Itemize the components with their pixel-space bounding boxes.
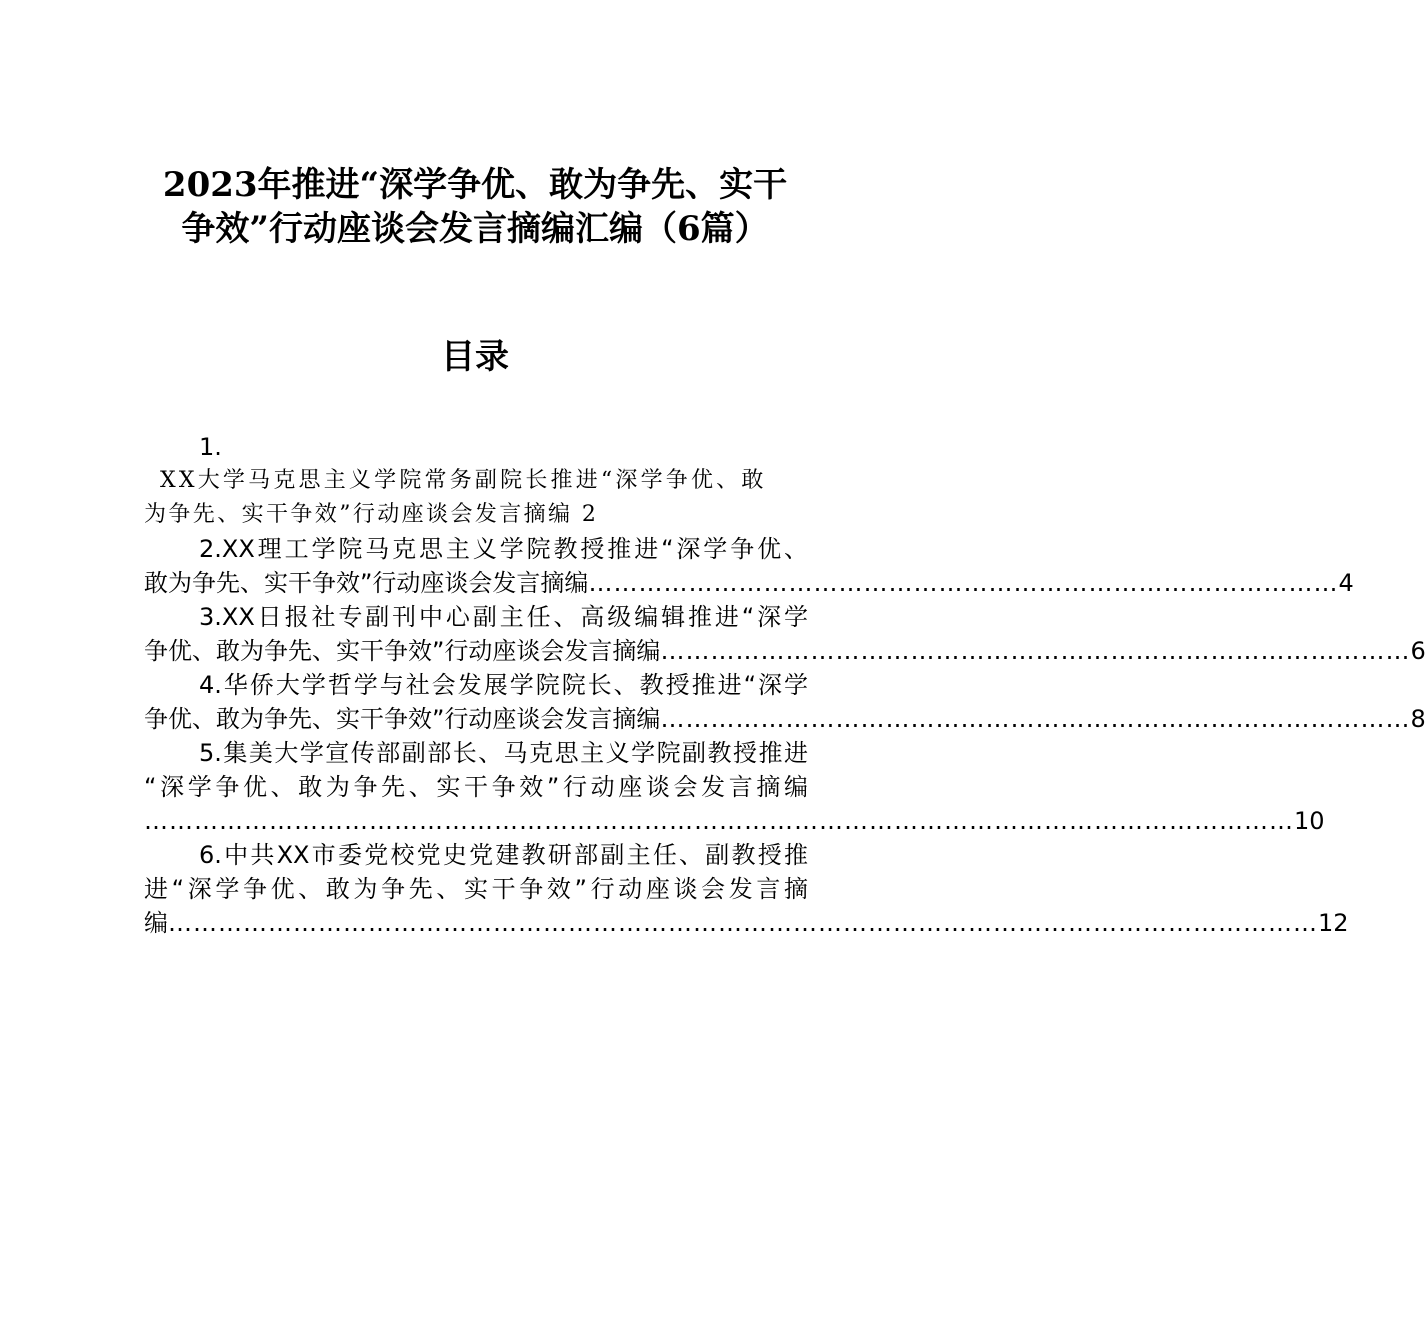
dot-leader: ………………………………………………………………………………………………………………………… <box>168 909 1318 937</box>
toc-entry-text-line: 为争先、实干争效”行动座谈会发言摘编 2 <box>144 502 599 527</box>
dot-leader: ………………………………………………………………………………………………………………………… <box>144 807 1294 835</box>
toc-entry-6[interactable] <box>144 838 1349 940</box>
toc-entry-page-number: 8 <box>1410 705 1426 733</box>
toc-entry-number: 1. <box>199 433 222 461</box>
toc-entry-text-line: 进“深学争优、敢为争先、实干争效”行动座谈会发言摘 <box>144 875 808 903</box>
document-title-line-1: 2023年推进“深学争优、敢为争先、实干 <box>162 165 788 205</box>
toc-entry-5[interactable] <box>144 736 1325 838</box>
toc-entry-page-number: 4 <box>1338 569 1354 597</box>
toc-entry-text-line: 编 <box>144 909 168 937</box>
toc-entry-leader-line <box>144 702 1426 736</box>
toc-entry-text-line: 争优、敢为争先、实干争效”行动座谈会发言摘编 <box>144 705 661 733</box>
document-title-line-2: 争效”行动座谈会发言摘编汇编（6篇） <box>181 209 769 249</box>
toc-entry-page-number: 6 <box>1410 637 1426 665</box>
toc-entry-text-line: 敢为争先、实干争效”行动座谈会发言摘编 <box>144 569 589 597</box>
toc-entry-text-line: 6.中共XX市委党校党史党建教研部副主任、副教授推 <box>199 841 808 869</box>
toc-entry-leader-line <box>144 906 1349 940</box>
toc-entry-3[interactable] <box>144 600 1426 668</box>
toc-entry-page-number: 12 <box>1318 909 1349 937</box>
toc-heading: 目录 <box>441 337 509 377</box>
toc-entry-text-line: 5.集美大学宣传部副部长、马克思主义学院副教授推进 <box>199 739 808 767</box>
toc-entry-4[interactable] <box>144 668 1426 736</box>
toc-entry-text-line: 2.XX理工学院马克思主义学院教授推进“深学争优、 <box>199 535 808 563</box>
dot-leader: ……………………………………………………………………………… <box>660 637 1411 665</box>
toc-entry-text-line: 3.XX日报社专副刊中心副主任、高级编辑推进“深学 <box>199 603 808 631</box>
table-of-contents <box>144 430 1426 940</box>
toc-entry-leader-line <box>144 634 1426 668</box>
toc-entry-leader-line <box>144 566 1354 600</box>
toc-entry-1[interactable] <box>144 430 808 532</box>
toc-entry-text-line: “深学争优、敢为争先、实干争效”行动座谈会发言摘编 <box>144 773 808 801</box>
toc-entry-page-number: 10 <box>1294 807 1325 835</box>
dot-leader: ……………………………………………………………………………… <box>588 569 1339 597</box>
toc-entry-2[interactable] <box>144 532 1354 600</box>
toc-entry-text-line: 争优、敢为争先、实干争效”行动座谈会发言摘编 <box>144 637 661 665</box>
toc-entry-leader-line <box>144 804 1325 838</box>
dot-leader: ……………………………………………………………………………… <box>660 705 1411 733</box>
toc-entry-text-line: 4.华侨大学哲学与社会发展学院院长、教授推进“深学 <box>199 671 808 699</box>
toc-entry-text-line: XX大学马克思主义学院常务副院长推进“深学争优、敢 <box>160 468 767 493</box>
